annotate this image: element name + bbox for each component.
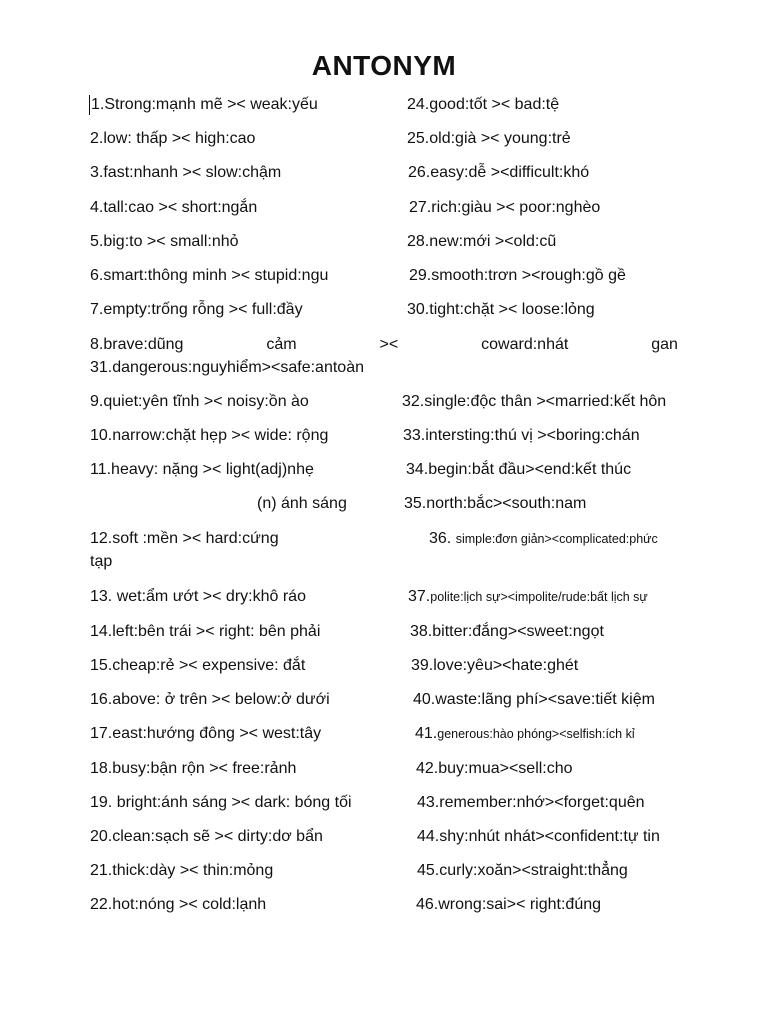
list-item [408,587,648,607]
list-item: 28.new:mới ><old:cũ [407,233,557,250]
word: gan [651,336,678,353]
list-item: 39.love:yêu><hate:ghét [411,657,579,674]
list-item: 5.big:to >< small:nhỏ [90,233,239,250]
list-item: 19. bright:ánh sáng >< dark: bóng tối [90,794,352,811]
list-item: 17.east:hướng đông >< west:tây [90,725,322,742]
item-number: 41. [415,725,438,742]
list-item: 1.Strong:mạnh mẽ >< weak:yếu [91,96,318,113]
list-item: 20.clean:sạch sẽ >< dirty:dơ bẩn [90,828,323,845]
list-item [415,724,635,744]
word: cảm [266,336,297,353]
list-item: 42.buy:mua><sell:cho [416,760,573,777]
list-item: 18.busy:bận rộn >< free:rảnh [90,760,297,777]
list-item: 35.north:bắc><south:nam [404,495,587,512]
list-item: 46.wrong:sai>< right:đúng [416,896,602,913]
list-item: 25.old:già >< young:trẻ [407,130,571,147]
item-number: 36. [429,530,452,547]
list-item: 9.quiet:yên tĩnh >< noisy:ồn ào [90,393,309,410]
list-item-justified [90,335,678,355]
list-item: 30.tight:chặt >< loose:lỏng [407,301,595,318]
item-number: 37. [408,588,431,605]
list-item: 11.heavy: nặng >< light(adj)nhẹ [90,461,314,478]
list-item: 40.waste:lãng phí><save:tiết kiệm [413,691,655,708]
item-text: polite:lịch sự><impolite/rude:bất lịch sự [430,590,648,604]
list-item: 33.intersting:thú vị ><boring:chán [403,427,640,444]
list-item: 7.empty:trống rỗng >< full:đầy [90,301,303,318]
list-item: 16.above: ở trên >< below:ở dưới [90,691,330,708]
list-item [429,529,658,549]
list-item: 26.easy:dễ ><difficult:khó [408,164,590,181]
list-item: 29.smooth:trơn ><rough:gồ gề [409,267,626,284]
word: >< [379,336,399,353]
list-item: 2.low: thấp >< high:cao [90,130,256,147]
list-item: 31.dangerous:nguyhiểm><safe:antoàn [90,359,364,376]
list-item: 21.thick:dày >< thin:mỏng [90,862,274,879]
list-item: 45.curly:xoăn><straight:thẳng [417,862,628,879]
list-item: 10.narrow:chặt hẹp >< wide: rộng [90,427,329,444]
list-item-continuation: (n) ánh sáng [257,495,347,512]
list-item: 14.left:bên trái >< right: bên phải [90,623,321,640]
text-cursor [89,95,90,115]
list-item: 4.tall:cao >< short:ngắn [90,199,258,216]
word: coward:nhát [481,336,569,353]
list-item: 27.rich:giàu >< poor:nghèo [409,199,601,216]
list-item: 13. wet:ẩm ướt >< dry:khô ráo [90,588,306,605]
list-item: 6.smart:thông minh >< stupid:ngu [90,267,329,284]
list-item-continuation: tạp [90,553,113,570]
list-item: 38.bitter:đắng><sweet:ngọt [410,623,604,640]
list-item: 32.single:độc thân ><married:kết hôn [402,393,667,410]
list-item: 15.cheap:rẻ >< expensive: đắt [90,657,306,674]
list-item: 34.begin:bắt đầu><end:kết thúc [406,461,632,478]
list-item: 43.remember:nhớ><forget:quên [417,794,645,811]
list-item: 44.shy:nhút nhát><confident:tự tin [417,828,660,845]
list-item: 12.soft :mền >< hard:cứng [90,530,279,547]
list-item: 22.hot:nóng >< cold:lạnh [90,896,267,913]
list-item: 24.good:tốt >< bad:tệ [407,96,560,113]
item-text: generous:hào phóng><selfish:ích kỉ [437,727,635,741]
word: 8.brave:dũng [90,336,184,353]
list-item: 3.fast:nhanh >< slow:chậm [90,164,282,181]
item-text: simple:đơn giản><complicated:phức [455,532,658,546]
page-title: ANTONYM [311,50,457,81]
